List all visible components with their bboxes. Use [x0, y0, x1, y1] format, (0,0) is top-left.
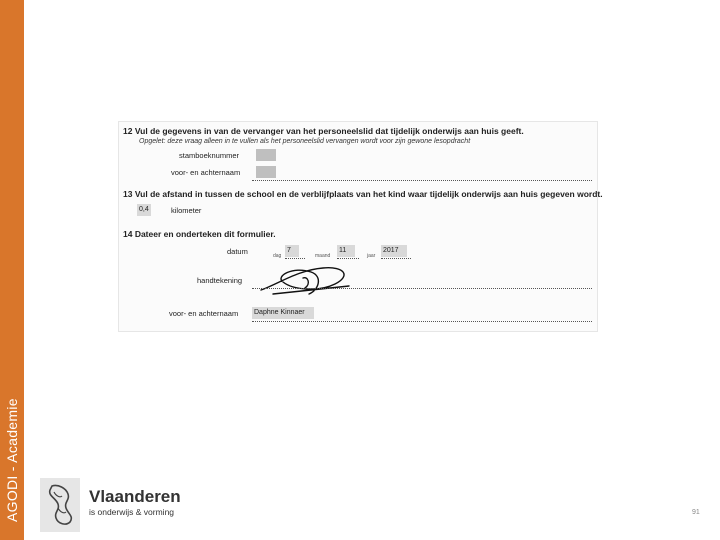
q12-name-label: voor- en achternaam [171, 168, 241, 177]
question-14-title: 14 Dateer en onderteken dit formulier. [123, 229, 276, 239]
q12-name-field[interactable] [256, 166, 276, 178]
day-field[interactable]: 7 [285, 245, 299, 257]
sidebar-band [0, 0, 24, 540]
question-13-title: 13 Vul de afstand in tussen de school en de verblijfplaats van het kind waar tijdelijk onderwijs aan huis gegeven wordt. [123, 189, 603, 199]
scanned-form [118, 121, 603, 332]
signatory-name-label: voor- en achternaam [169, 309, 239, 318]
date-label: datum [227, 247, 248, 256]
year-label: jaar [367, 253, 376, 259]
q12-name-line [252, 180, 592, 181]
signatory-name-line [252, 321, 592, 322]
year-line [381, 258, 411, 259]
stamboeknummer-field[interactable] [256, 149, 276, 161]
day-label: dag [273, 253, 282, 259]
month-field[interactable]: 11 [337, 245, 355, 257]
question-12-title: 12 Vul de gegevens in van de vervanger van het personeelslid dat tijdelijk onderwijs aan huis geeft. [123, 126, 524, 136]
distance-field[interactable]: 0,4 [137, 204, 151, 216]
month-label: maand [315, 253, 331, 259]
question-12-note: Opgelet: deze vraag alleen in te vullen als het personeelslid vervangen wordt voor zijn gewone lesopdracht [139, 138, 471, 145]
vlaanderen-lion-logo [40, 478, 80, 532]
month-line [337, 258, 359, 259]
signature-label: handtekening [197, 276, 243, 285]
lion-icon [40, 478, 80, 532]
signature-line [252, 288, 592, 289]
kilometer-label: kilometer [171, 206, 202, 215]
year-field[interactable]: 2017 [381, 245, 407, 257]
stamboeknummer-label: stamboeknummer [179, 151, 240, 160]
signatory-name-field[interactable]: Daphne Kinnaer [252, 307, 314, 319]
sidebar-title: AGODI - Academie [4, 398, 20, 522]
day-line [285, 258, 305, 259]
handwritten-signature [253, 260, 363, 300]
page-number: 91 [692, 509, 700, 516]
brand-tagline: is onderwijs & vorming [89, 507, 175, 517]
brand-name: Vlaanderen [89, 487, 181, 506]
